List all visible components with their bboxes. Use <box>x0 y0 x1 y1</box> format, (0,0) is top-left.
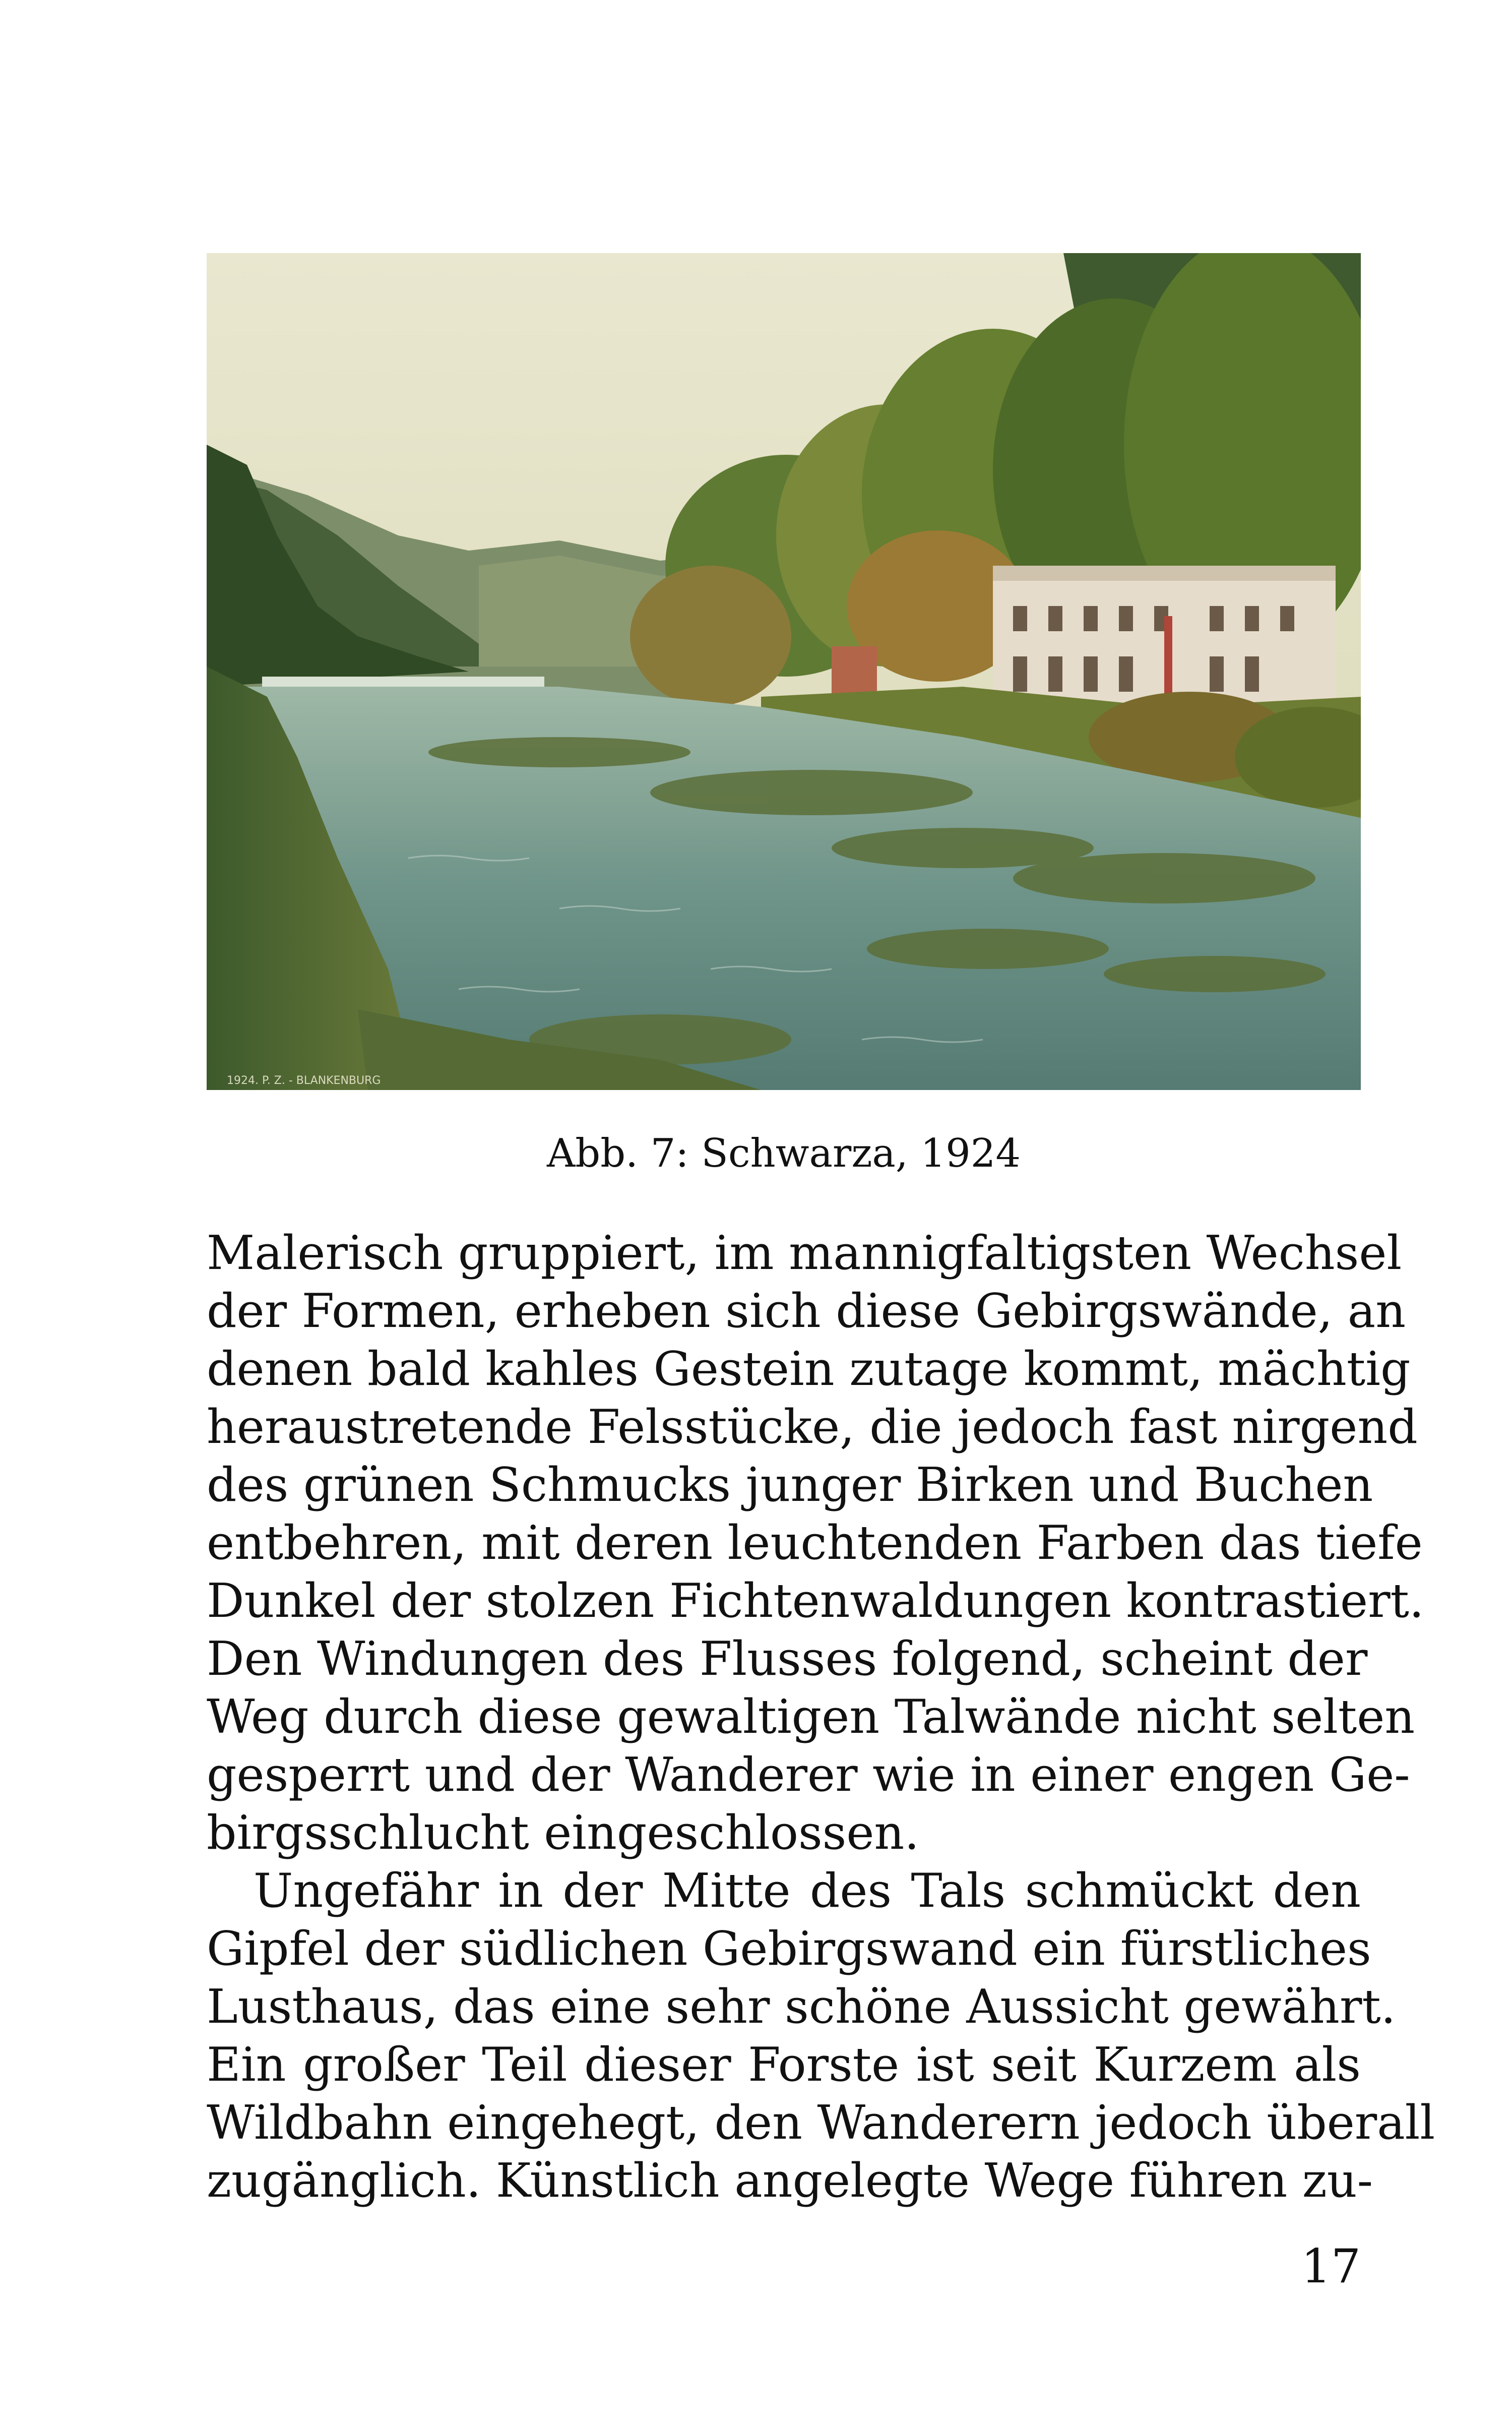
paragraph-2 <box>207 1862 1435 2210</box>
text-line: Wildbahn eingehegt, den Wanderern jedoch überall <box>207 2095 1435 2150</box>
text-line: heraustretende Felsstücke, die jedoch fast nirgend <box>207 1400 1418 1454</box>
body-text <box>207 1224 1435 2210</box>
figure-caption: Abb. 7: Schwarza, 1924 <box>546 1131 1021 1176</box>
text-line: Ein großer Teil dieser Forste ist seit Kurzem als <box>207 2037 1361 2092</box>
text-line: des grünen Schmucks junger Birken und Buchen <box>207 1458 1373 1512</box>
text-line: Weg durch diese gewaltigen Talwände nicht selten <box>207 1689 1415 1744</box>
river-photograph <box>207 253 1361 1090</box>
text-line: Dunkel der stolzen Fichtenwaldungen kontrastiert. <box>207 1574 1424 1628</box>
text-line: birgsschlucht eingeschlossen. <box>207 1805 919 1860</box>
text-line: Malerisch gruppiert, im mannigfaltigsten Wechsel <box>207 1226 1402 1280</box>
text-line: der Formen, erheben sich diese Gebirgswände, an <box>207 1284 1406 1338</box>
text-line: Gipfel der südlichen Gebirgswand ein fürstliches <box>207 1921 1371 1976</box>
text-line: Ungefähr in der Mitte des Tals schmückt den <box>254 1863 1361 1918</box>
text-line: denen bald kahles Gestein zutage kommt, mächtig <box>207 1342 1411 1396</box>
paragraph-1 <box>207 1224 1424 1862</box>
text-line: gesperrt und der Wanderer wie in einer engen Ge- <box>207 1747 1410 1802</box>
text-line: Lusthaus, das eine sehr schöne Aussicht gewährt. <box>207 1979 1396 2034</box>
photo-inscription: 1924. P. Z. - BLANKENBURG <box>227 1074 381 1087</box>
schwarza-landscape-image <box>207 253 1361 1090</box>
text-line: zugänglich. Künstlich angelegte Wege führen zu- <box>207 2153 1373 2208</box>
text-line: entbehren, mit deren leuchtenden Farben das tiefe <box>207 1516 1423 1570</box>
page-number: 17 <box>1301 2239 1361 2293</box>
text-line: Den Windungen des Flusses folgend, scheint der <box>207 1631 1368 1686</box>
